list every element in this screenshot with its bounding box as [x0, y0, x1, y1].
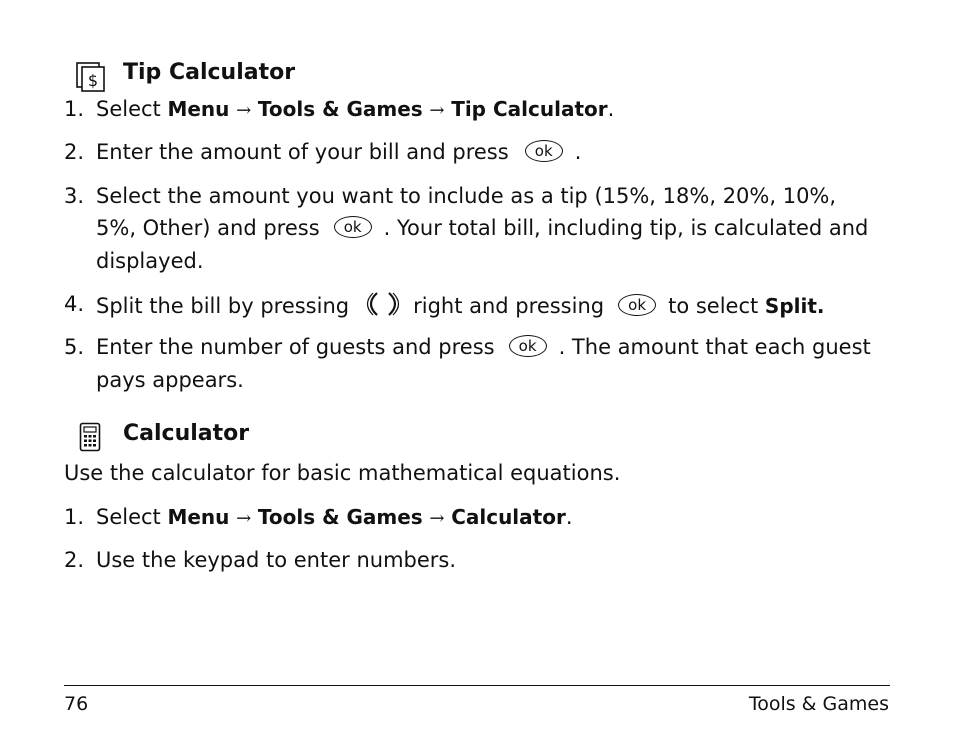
tip-calculator-label: Tip Calculator: [451, 97, 608, 121]
tip-step-1-number: 1.: [64, 97, 85, 121]
footer-section-title: Tools & Games: [748, 693, 889, 715]
tip-step-2: [96, 140, 581, 164]
split-label: Split.: [764, 294, 825, 318]
step-text: .: [574, 140, 582, 164]
footer-divider: [64, 685, 890, 686]
ok-key-label: ok: [628, 296, 647, 314]
calc-step-2: Use the keypad to enter numbers.: [96, 548, 457, 572]
ok-key-icon: [509, 335, 547, 357]
step-text: Enter the amount of your bill and press: [96, 140, 509, 164]
step-text: . Your total bill, including tip, is calculated and: [383, 216, 869, 240]
arrow-right-icon: →: [429, 100, 445, 121]
tip-step-1: [96, 97, 614, 121]
tip-step-5-line-1: [96, 335, 871, 359]
step-text: Select: [96, 97, 168, 121]
tools-games-label: Tools & Games: [257, 97, 423, 121]
tip-step-3-line-2: [96, 216, 868, 240]
step-text: .: [565, 505, 573, 529]
calculator-label: Calculator: [451, 505, 566, 529]
arrow-right-icon: →: [429, 508, 445, 529]
menu-label: Menu: [167, 97, 230, 121]
step-text: 5%, Other) and press: [96, 216, 320, 240]
ok-key-label: ok: [518, 337, 537, 355]
tip-calculator-icon: [73, 60, 107, 92]
navigation-key-icon: [361, 289, 405, 319]
calculator-intro: Use the calculator for basic mathematical equations.: [64, 461, 621, 485]
ok-key-icon: [618, 294, 656, 316]
tip-step-4: [96, 292, 825, 322]
step-text: Select: [96, 505, 168, 529]
tip-calculator-title: Tip Calculator: [123, 60, 296, 85]
ok-key-label: ok: [534, 142, 553, 160]
tip-step-3-line-3: displayed.: [96, 249, 204, 273]
calculator-icon: [79, 422, 101, 452]
tip-step-5-number: 5.: [64, 335, 85, 359]
calculator-title: Calculator: [123, 421, 250, 446]
calc-step-1: [96, 505, 573, 529]
menu-label: Menu: [167, 505, 230, 529]
step-text: to select: [668, 294, 765, 318]
tip-step-4-number: 4.: [64, 292, 85, 316]
calc-step-2-number: 2.: [64, 548, 85, 572]
ok-key-icon: [334, 216, 372, 238]
step-text: .: [607, 97, 615, 121]
step-text: right and pressing: [413, 294, 605, 318]
arrow-right-icon: →: [236, 100, 252, 121]
calc-step-1-number: 1.: [64, 505, 85, 529]
tip-step-3-number: 3.: [64, 184, 85, 208]
ok-key-label: ok: [343, 218, 362, 236]
step-text: Enter the number of guests and press: [96, 335, 495, 359]
step-text: Split the bill by pressing: [96, 294, 350, 318]
tip-step-3-line-1: Select the amount you want to include as a tip (15%, 18%, 20%, 10%,: [96, 184, 837, 208]
tip-step-2-number: 2.: [64, 140, 85, 164]
page-number: 76: [64, 693, 89, 715]
ok-key-icon: [525, 140, 563, 162]
tools-games-label: Tools & Games: [257, 505, 423, 529]
arrow-right-icon: →: [236, 508, 252, 529]
tip-step-5-line-2: pays appears.: [96, 368, 244, 392]
step-text: . The amount that each guest: [558, 335, 871, 359]
svg-text:$: $: [87, 71, 99, 90]
